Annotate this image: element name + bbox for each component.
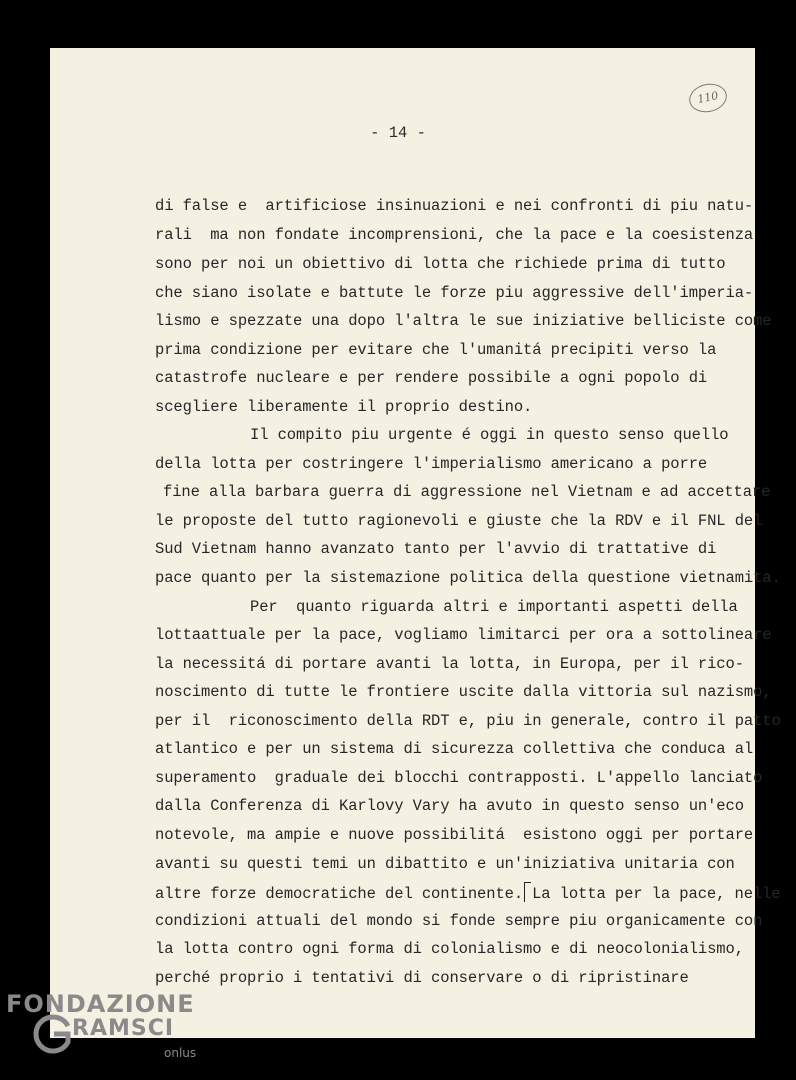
page-stamp: 110 xyxy=(687,80,730,115)
text-line: noscimento di tutte le frontiere uscite dalla vittoria sul nazismo, xyxy=(155,683,772,701)
watermark-line2: RAMSCI xyxy=(72,1016,175,1041)
watermark-g-logo-icon xyxy=(30,1012,74,1056)
text-line: scegliere liberamente il proprio destino. xyxy=(155,398,533,416)
text-line: pace quanto per la sistemazione politica della questione vietnamita. xyxy=(155,569,781,587)
text-line-with-bracket xyxy=(155,882,781,904)
text-line: dalla Conferenza di Karlovy Vary ha avuto in questo senso un'eco xyxy=(155,797,744,815)
text-line: Il compito piu urgente é oggi in questo senso quello xyxy=(250,426,729,444)
text-line: Sud Vietnam hanno avanzato tanto per l'avvio di trattative di xyxy=(155,540,717,558)
text-line: prima condizione per evitare che l'umanitá precipiti verso la xyxy=(155,341,717,359)
page-number: - 14 - xyxy=(370,124,426,142)
text-line: della lotta per costringere l'imperialismo americano a porre xyxy=(155,455,708,473)
text-line: che siano isolate e battute le forze piu aggressive dell'imperia- xyxy=(155,284,754,302)
text-line: le proposte del tutto ragionevoli e giuste che la RDV e il FNL del xyxy=(155,512,763,530)
text-line: lottaattuale per la pace, vogliamo limitarci per ora a sottolineare xyxy=(155,626,772,644)
text-line: condizioni attuali del mondo si fonde sempre piu organicamente con xyxy=(155,912,763,930)
paragraph-bracket-mark xyxy=(524,882,531,902)
text-line: fine alla barbara guerra di aggressione nel Vietnam e ad accettare xyxy=(163,483,771,501)
text-line: la lotta contro ogni forma di colonialismo e di neocolonialismo, xyxy=(155,940,744,958)
watermark-line3: onlus xyxy=(164,1046,197,1060)
text-line: di false e artificiose insinuazioni e nei confronti di piu natu- xyxy=(155,197,754,215)
watermark-line1: FONDAZIONE xyxy=(6,990,195,1018)
text-line: altre forze democratiche del continente. xyxy=(155,885,524,903)
text-line: avanti su questi temi un dibattito e un'iniziativa unitaria con xyxy=(155,855,735,873)
text-line: rali ma non fondate incomprensioni, che la pace e la coesistenza xyxy=(155,226,754,244)
text-line: catastrofe nucleare e per rendere possibile a ogni popolo di xyxy=(155,369,708,387)
fondazione-gramsci-watermark xyxy=(0,990,200,1070)
text-line: Per quanto riguarda altri e importanti aspetti della xyxy=(250,598,738,616)
text-line: atlantico e per un sistema di sicurezza collettiva che conduca al xyxy=(155,740,754,758)
text-line: lismo e spezzate una dopo l'altra le sue iniziative belliciste come xyxy=(155,312,772,330)
text-line: superamento graduale dei blocchi contrapposti. L'appello lanciato xyxy=(155,769,763,787)
text-line: sono per noi un obiettivo di lotta che richiede prima di tutto xyxy=(155,255,726,273)
text-line: notevole, ma ampie e nuove possibilitá esistono oggi per portare xyxy=(155,826,754,844)
text-line-continuation: La lotta per la pace, nelle xyxy=(532,885,781,903)
text-line: per il riconoscimento della RDT e, piu in generale, contro il patto xyxy=(155,712,781,730)
text-line: la necessitá di portare avanti la lotta, in Europa, per il rico- xyxy=(155,655,744,673)
text-line: perché proprio i tentativi di conservare o di ripristinare xyxy=(155,969,689,987)
